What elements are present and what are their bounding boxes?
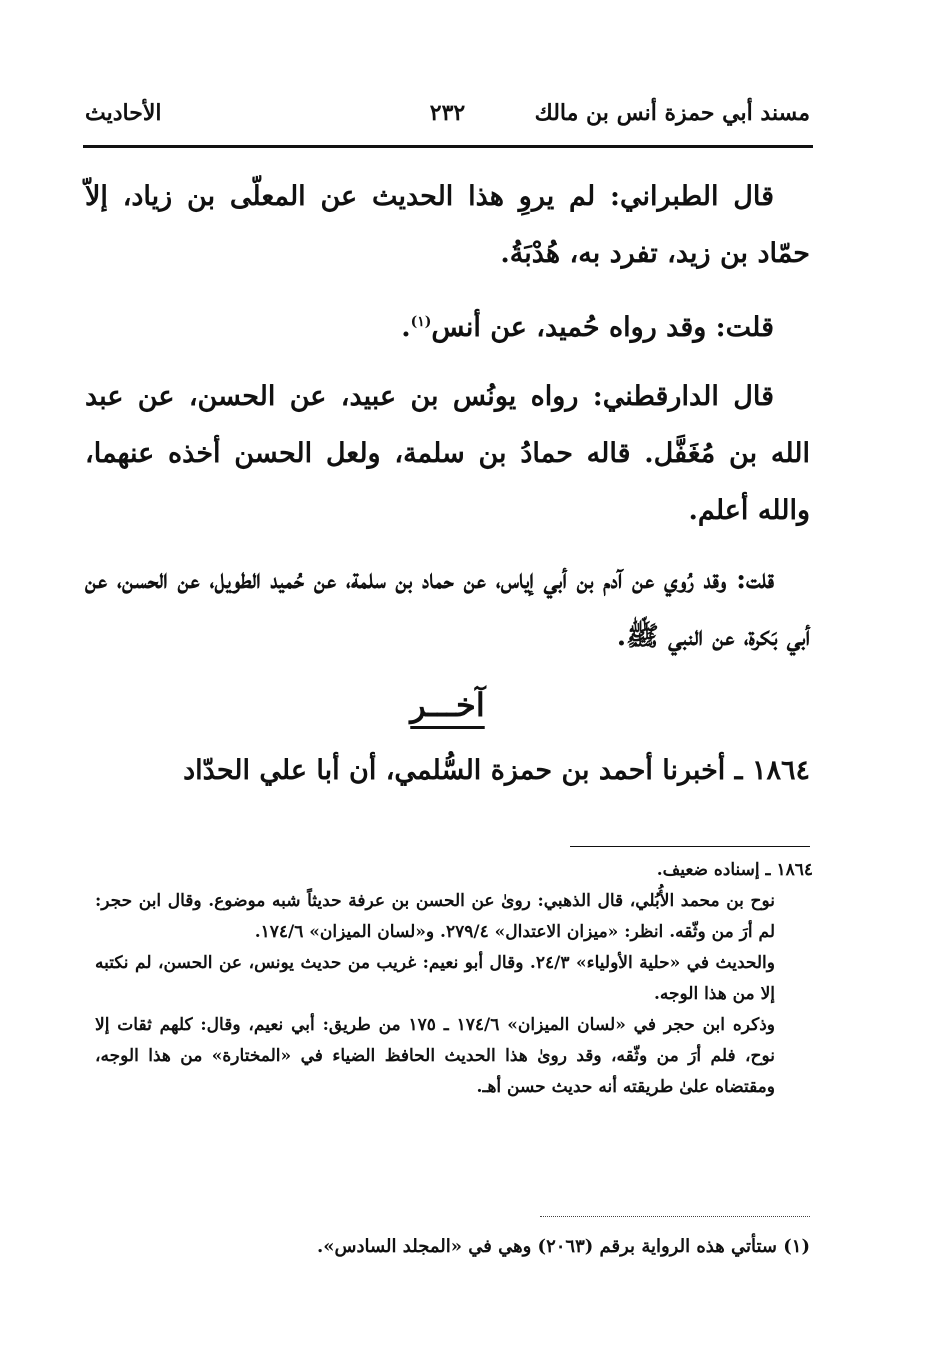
paragraph-humaid-text: قلت: وقد رواه حُميد، عن أنس	[431, 312, 774, 343]
footnote-block-3: وذكره ابن حجر في «لسان الميزان» ١٧٤/٦ ـ ١٧٥ من طريق: أبي نعيم، وقال: كلهم ثقات إلا نوح، فلم أرَ من وثّقه، وقد روىٰ هذا الحديث الحافظ الضياء في «المختارة» من هذا الوجه، ومقتضاه علىٰ طريقته أنه حديث حسن أهـ.	[95, 1015, 775, 1097]
footnote-block-2: والحديث في «حلية الأولياء» ٢٤/٣. وقال أبو نعيم: غريب من حديث يونس، عن الحسن، لم نكتبه إلا من هذا الوجه.	[95, 953, 775, 1004]
section-title: الأحاديث	[85, 100, 162, 126]
paragraph-tabarani: قال الطبراني: لم يروِ هذا الحديث عن المعلّى بن زياد، إلاّ حمّاد بن زيد، تفرد به، هُدْبَةُ.	[85, 181, 810, 269]
footnotes	[95, 855, 813, 1103]
paragraph-daraqutni: قال الدارقطني: رواه يونُس بن عبيد، عن الحسن، عن عبد الله بن مُغَفَّل. قاله حمادُ بن سلمة، ولعل الحسن أخذه عنهما، والله أعلم.	[85, 381, 810, 526]
book-title: مسند أبي حمزة أنس بن مالك	[534, 100, 810, 126]
main-text	[85, 168, 810, 811]
footnote-ref-1[interactable]: (١)	[410, 314, 432, 330]
footnote-block-1: نوح بن محمد الأُبُلي، قال الذهبي: روىٰ عن الحسن بن عرفة حديثاً شبه موضوع. وقال ابن حجر: لم أرَ من وثّقه. انظر: «ميزان الاعتدال» ٢٧٩/٤. و«لسان الميزان» ١٧٤/٦.	[95, 891, 775, 942]
paragraph-humaid	[85, 294, 810, 356]
footnote-heading: ١٨٦٤ ـ إسناده ضعيف.	[656, 860, 813, 880]
paragraph-humaid-end: .	[401, 312, 411, 343]
hadith-1864: ١٨٦٤ ـ أخبرنا أحمد بن حمزة السُّلمي، أن أبا علي الحدّاد	[183, 755, 810, 786]
header-divider	[83, 145, 813, 148]
page-header	[85, 100, 810, 140]
paragraph-adam: قلت: وقد رُوي عن آدم بن أبي إياس، عن حماد بن سلمة، عن حُميد الطويل، عن الحسن، عن أبي بَكرة، عن النبي ﷺ.	[85, 564, 810, 652]
footnote-divider	[570, 846, 810, 847]
endnote-divider	[540, 1216, 810, 1217]
subheading-another: آخـــر	[410, 686, 485, 724]
page-number: ٢٣٢	[429, 100, 466, 126]
endnote-1: (١) ستأتي هذه الرواية برقم (٢٠٦٣) وهي في «المجلد السادس».	[317, 1236, 810, 1257]
